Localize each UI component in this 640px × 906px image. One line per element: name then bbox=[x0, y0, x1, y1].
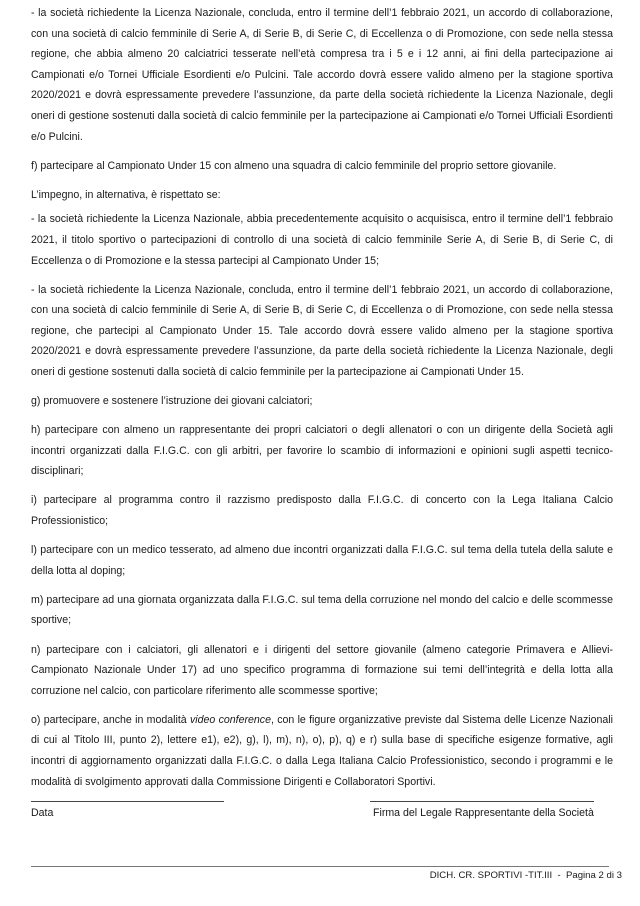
paragraph-o-emphasis: video conference bbox=[189, 713, 271, 726]
paragraph-o-end: , con le figure organizzative previste dal Sistema delle Licenze Nazionali di cui al Titolo III, punto 2), lettere e1), e2), g), l), m), n), o), p), q) e r) sulla base di specifiche esigenze formative, agli incontri di aggiornamento organizzati dalla F.I.G.C. o dalla Lega Italiana Calcio Professionistico, secondo i programmi e le modalità di svolgimento approvati dalla Commissione Dirigenti e Collaboratori Sportivi. bbox=[31, 713, 614, 788]
signature-label: Firma del Legale Rappresentante della Società bbox=[373, 807, 594, 819]
paragraph-n: n) partecipare con i calciatori, gli allenatori e i dirigenti del settore giovanile (almeno categorie Primavera e Allievi-Campionato Nazionale Under 17) ad uno specifico programma di formazione sui temi dell’integrità e della lotta alla corruzione nel calcio, con particolare riferimento alle scommesse sportive; bbox=[31, 643, 613, 697]
date-line bbox=[31, 801, 224, 802]
paragraph-alternativa: L’impegno, in alternativa, è rispettato se: bbox=[31, 188, 221, 201]
signature-line bbox=[370, 801, 594, 802]
footer-rule bbox=[31, 866, 609, 867]
page-footer: DICH. CR. SPORTIVI -TIT.III - Pagina 2 di 3 bbox=[429, 870, 622, 881]
paragraph-g: g) promuovere e sostenere l’istruzione dei giovani calciatori; bbox=[31, 395, 313, 408]
paragraph-accordo-esordienti: - la società richiedente la Licenza Nazionale, concluda, entro il termine dell’1 febbraio 2021, un accordo di collaborazione, con una società di calcio femminile di Serie A, di Serie B, di Serie C, di Eccellenza o di Promozione, con sede nella stessa regione, che abbia almeno 20 calciatrici tesserate nell’età compresa tra i 5 e i 12 anni, ai fini della partecipazione ai Campionati e/o Tornei Ufficiale Esordienti e/o Pulcini. Tale accordo dovrà essere valido almeno per la stagione sportiva 2020/2021 e dovrà espressamente prevedere l’assunzione, da parte della società richiedente la Licenza Nazionale, degli oneri di gestione sostenuti dalla società di calcio femminile per la partecipazione ai Campionati e/o Tornei Ufficiali Esordienti e/o Pulcini. bbox=[31, 7, 613, 143]
date-label: Data bbox=[31, 807, 54, 819]
paragraph-h: h) partecipare con almeno un rappresentante dei propri calciatori o degli allenatori o con un dirigente della Società agli incontri organizzati dalla F.I.G.C. con gli arbitri, per favorire lo scambio di informazioni e opinioni sugli aspetti tecnico-disciplinari; bbox=[31, 424, 613, 478]
paragraph-o-start: o) partecipare, anche in modalità bbox=[31, 713, 190, 726]
paragraph-i: i) partecipare al programma contro il razzismo predisposto dalla F.I.G.C. di concerto con la Lega Italiana Calcio Professionistico; bbox=[31, 494, 613, 528]
paragraph-f: f) partecipare al Campionato Under 15 con almeno una squadra di calcio femminile del proprio settore giovanile. bbox=[31, 159, 557, 172]
paragraph-titolo-sportivo: - la società richiedente la Licenza Nazionale, abbia precedentemente acquisito o acquisisca, entro il termine dell’1 febbraio 2021, il titolo sportivo o partecipazioni di controllo di una società di calcio femminile Serie A, di Serie B, di Serie C, di Eccellenza o di Promozione e la stessa partecipi al Campionato Under 15; bbox=[31, 213, 613, 267]
paragraph-l: l) partecipare con un medico tesserato, ad almeno due incontri organizzati dalla F.I.G.C. sul tema della tutela della salute e della lotta al doping; bbox=[31, 544, 613, 577]
paragraph-m: m) partecipare ad una giornata organizzata dalla F.I.G.C. sul tema della corruzione nel mondo del calcio e delle scommesse sportive; bbox=[31, 593, 613, 627]
paragraph-o bbox=[31, 710, 613, 792]
body-text bbox=[31, 3, 613, 801]
paragraph-accordo-under15: - la società richiedente la Licenza Nazionale, concluda, entro il termine dell’1 febbraio 2021, un accordo di collaborazione, con una società di calcio femminile di Serie A, di Serie B, di Serie C, di Eccellenza o di Promozione, con sede nella stessa regione, che partecipi al Campionato Under 15. Tale accordo dovrà essere valido almeno per la stagione sportiva 2020/2021 e dovrà espressamente prevedere l’assunzione, da parte della società richiedente la Licenza Nazionale, degli oneri di gestione sostenuti dalla società di calcio femminile per la partecipazione ai Campionati Under 15. bbox=[31, 283, 613, 378]
